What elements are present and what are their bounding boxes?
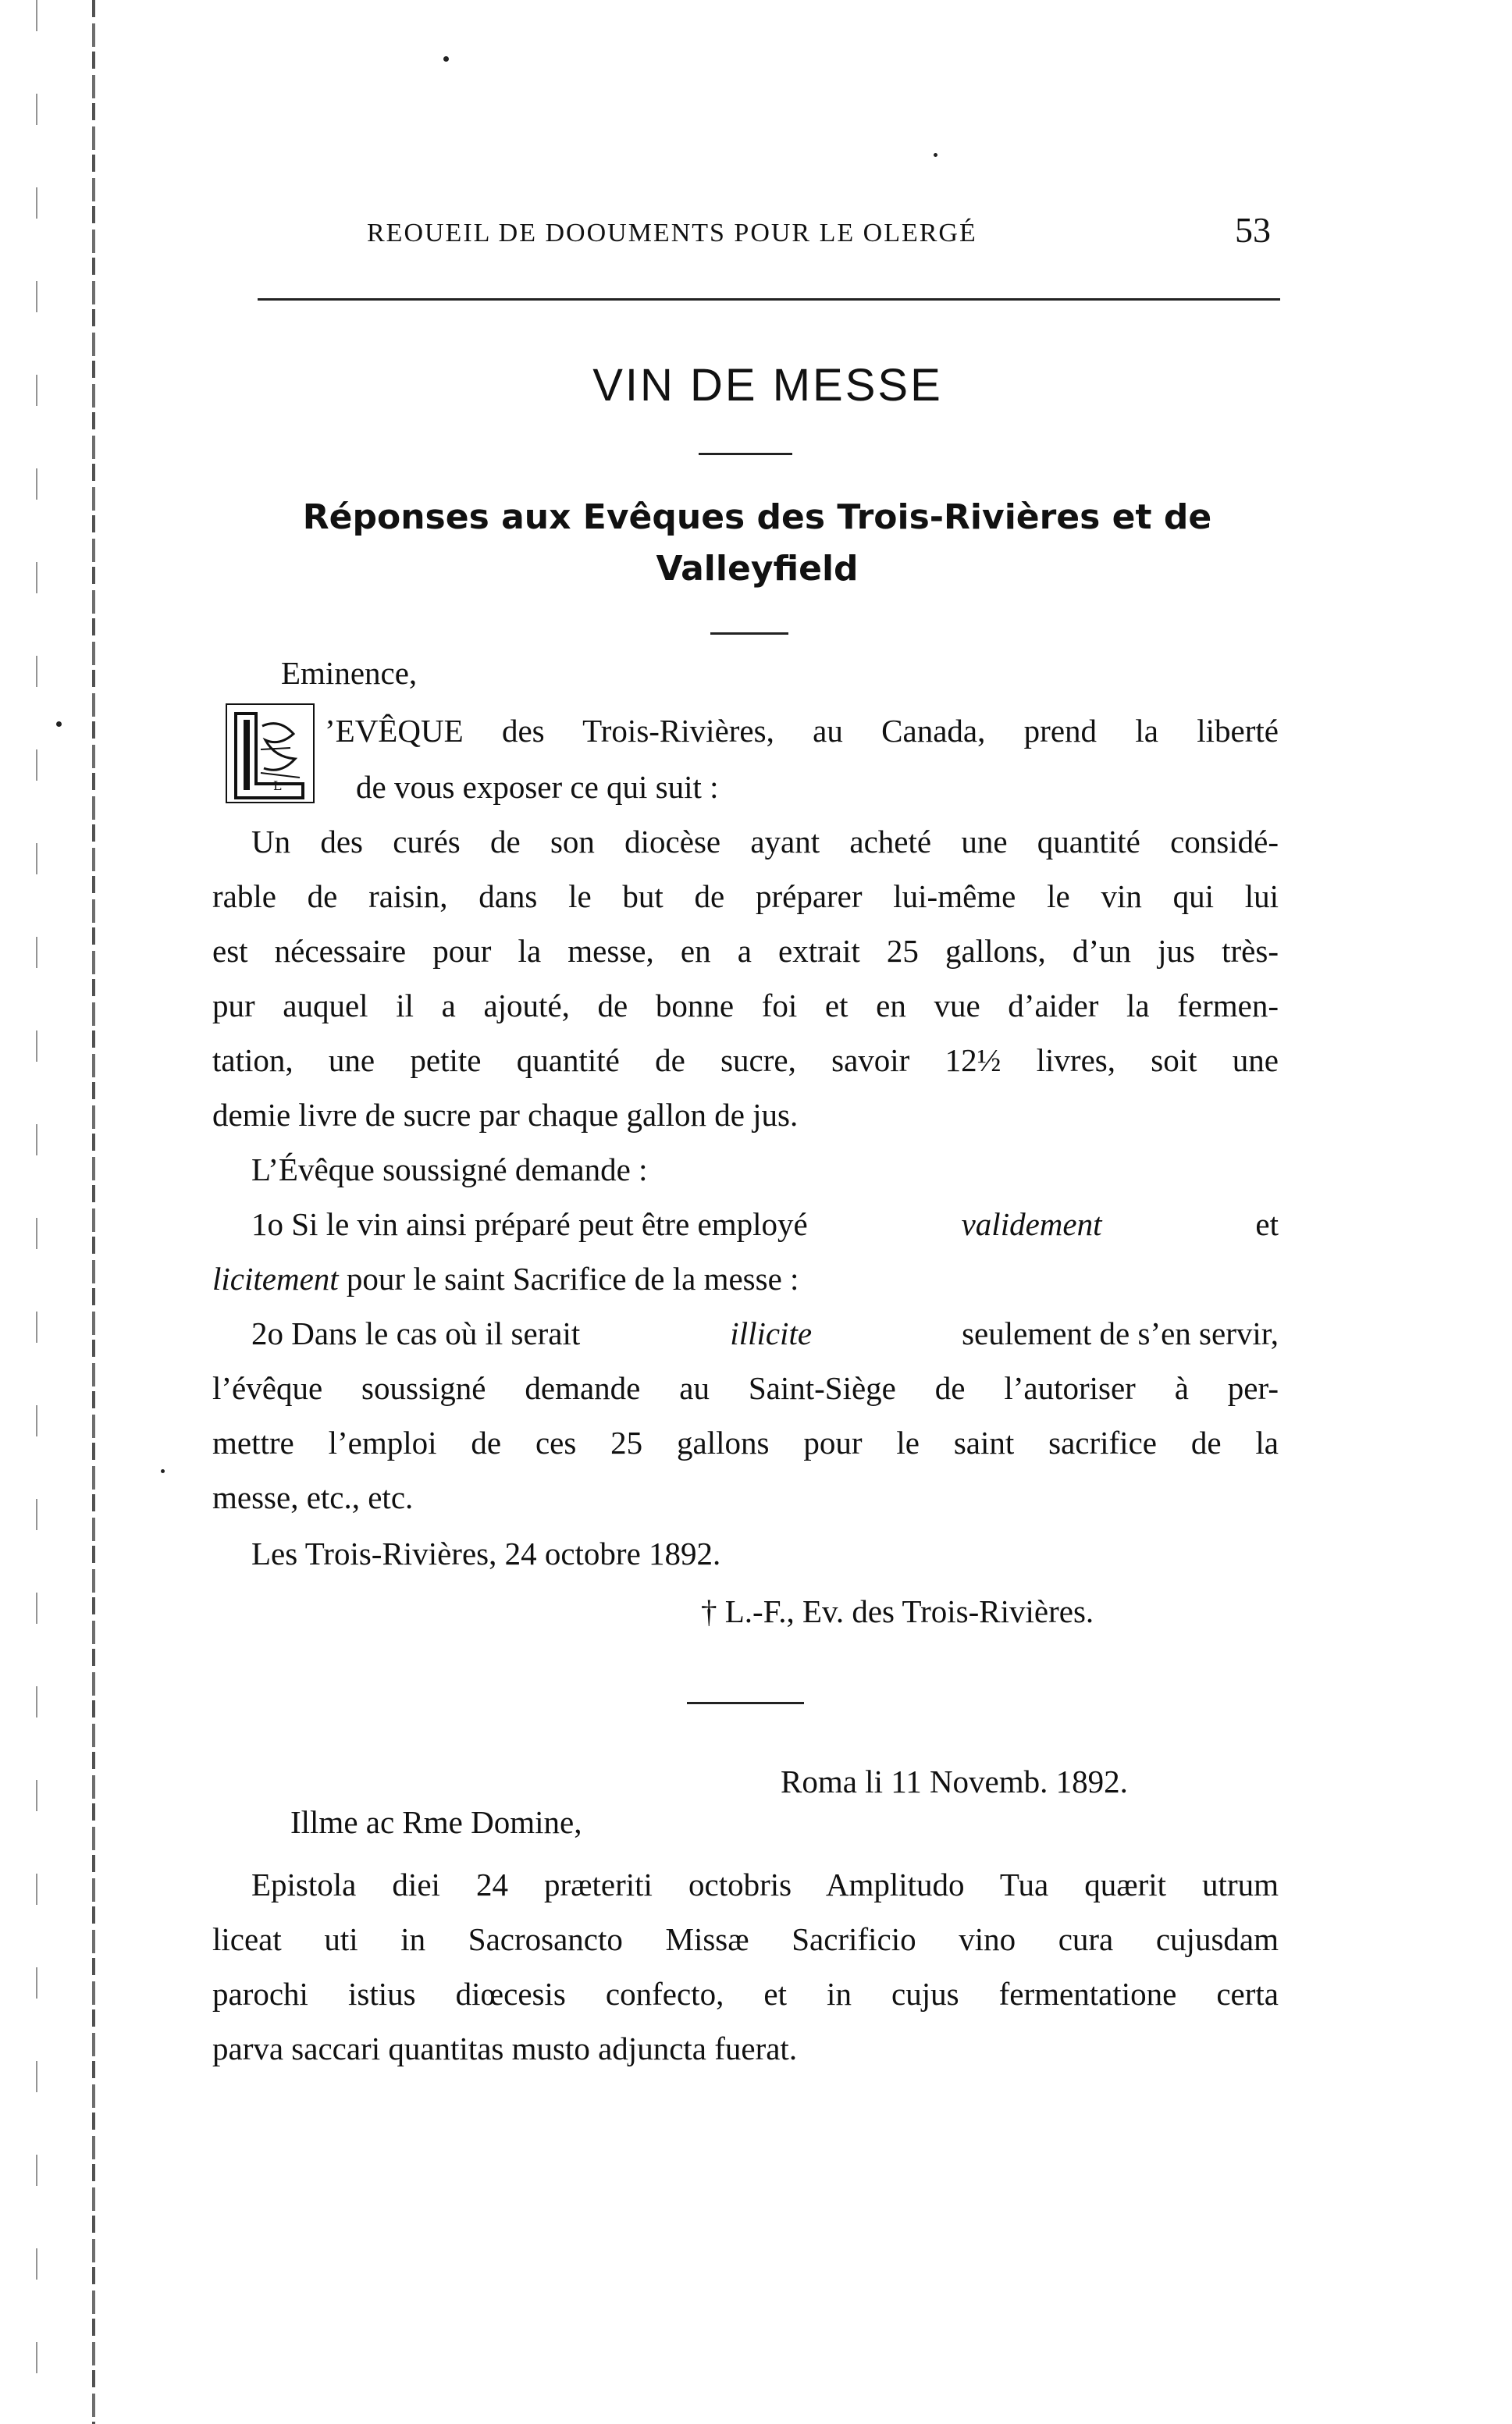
opening-line-1: ’EVÊQUE des Trois-Rivières, au Canada, prend la liberté <box>325 713 1279 749</box>
scan-speck <box>443 56 449 62</box>
page-number: 53 <box>1235 210 1271 250</box>
q1-text: 1o Si le vin ainsi préparé peut être employé <box>251 1206 808 1242</box>
demande-line: L’Évêque soussigné demande : <box>251 1151 648 1187</box>
scan-speck <box>161 1469 165 1473</box>
paragraph-line: messe, etc., etc. <box>212 1479 414 1515</box>
paragraph-line: Un des curés de son diocèse ayant acheté une quantité considé- <box>251 824 1279 860</box>
reply-line: parva saccari quantitas musto adjuncta fuerat. <box>212 2031 798 2066</box>
paragraph-line: mettre l’emploi de ces 25 gallons pour le saint sacrifice de la <box>212 1425 1279 1461</box>
section-rule <box>687 1702 804 1704</box>
opening-line-2: de vous exposer ce qui suit : <box>356 769 719 805</box>
reply-place-date: Roma li 11 Novemb. 1892. <box>781 1764 1128 1799</box>
reply-salutation: Illme ac Rme Domine, <box>290 1804 582 1840</box>
question-1-line-1 <box>251 1205 1279 1243</box>
paragraph-line: pur auquel il a ajouté, de bonne foi et en vue d’aider la fermen- <box>212 988 1279 1023</box>
q1-rest: pour le saint Sacrifice de la messe : <box>346 1261 799 1297</box>
q2-rest: seulement de s’en servir, <box>962 1315 1279 1351</box>
q1-italic-validement: validement <box>961 1206 1102 1242</box>
reply-line: parochi istius diœcesis confecto, et in cujus fermentatione certa <box>212 1976 1279 2012</box>
page-title: VIN DE MESSE <box>592 360 943 411</box>
q1-italic-licitement: licitement <box>212 1261 339 1297</box>
letter-signature: † L.-F., Ev. des Trois-Rivières. <box>701 1593 1094 1629</box>
ornamental-drop-cap-icon <box>225 703 315 804</box>
scan-speck <box>934 153 937 157</box>
paragraph-line: tation, une petite quantité de sucre, savoir 12½ livres, soit une <box>212 1042 1279 1078</box>
subtitle-rule <box>710 632 788 635</box>
question-2-line-1 <box>251 1315 1279 1352</box>
paragraph-line: est nécessaire pour la messe, en a extrait 25 gallons, d’un jus très- <box>212 933 1279 969</box>
letter-salutation: Eminence, <box>281 655 418 691</box>
reply-line: Epistola diei 24 præteriti octobris Amplitudo Tua quærit utrum <box>251 1867 1279 1903</box>
subtitle-line-2: Valleyfield <box>656 549 859 589</box>
q2-italic-illicite: illicite <box>730 1315 813 1351</box>
q1-et: et <box>1255 1206 1279 1242</box>
letter-place-date: Les Trois-Rivières, 24 octobre 1892. <box>251 1536 721 1572</box>
scan-speck <box>56 721 62 727</box>
paragraph-line: rable de raisin, dans le but de préparer lui-même le vin qui lui <box>212 878 1279 914</box>
subtitle-line-1: Réponses aux Evêques des Trois-Rivières et de <box>302 497 1212 537</box>
paragraph-line: demie livre de sucre par chaque gallon de jus. <box>212 1097 799 1133</box>
question-1-line-2 <box>212 1260 799 1297</box>
q2-text: 2o Dans le cas où il serait <box>251 1315 581 1351</box>
paragraph-line: l’évêque soussigné demande au Saint-Siège de l’autoriser à per- <box>212 1370 1279 1406</box>
header-rule <box>258 298 1280 301</box>
running-head: REOUEIL DE DOOUMENTS POUR LE OLERGÉ <box>367 219 977 247</box>
reply-line: liceat uti in Sacrosancto Missæ Sacrificio vino cura cujusdam <box>212 1921 1279 1957</box>
section-subtitle <box>211 492 1304 595</box>
title-rule <box>699 453 792 455</box>
svg-text:L: L <box>273 778 282 793</box>
